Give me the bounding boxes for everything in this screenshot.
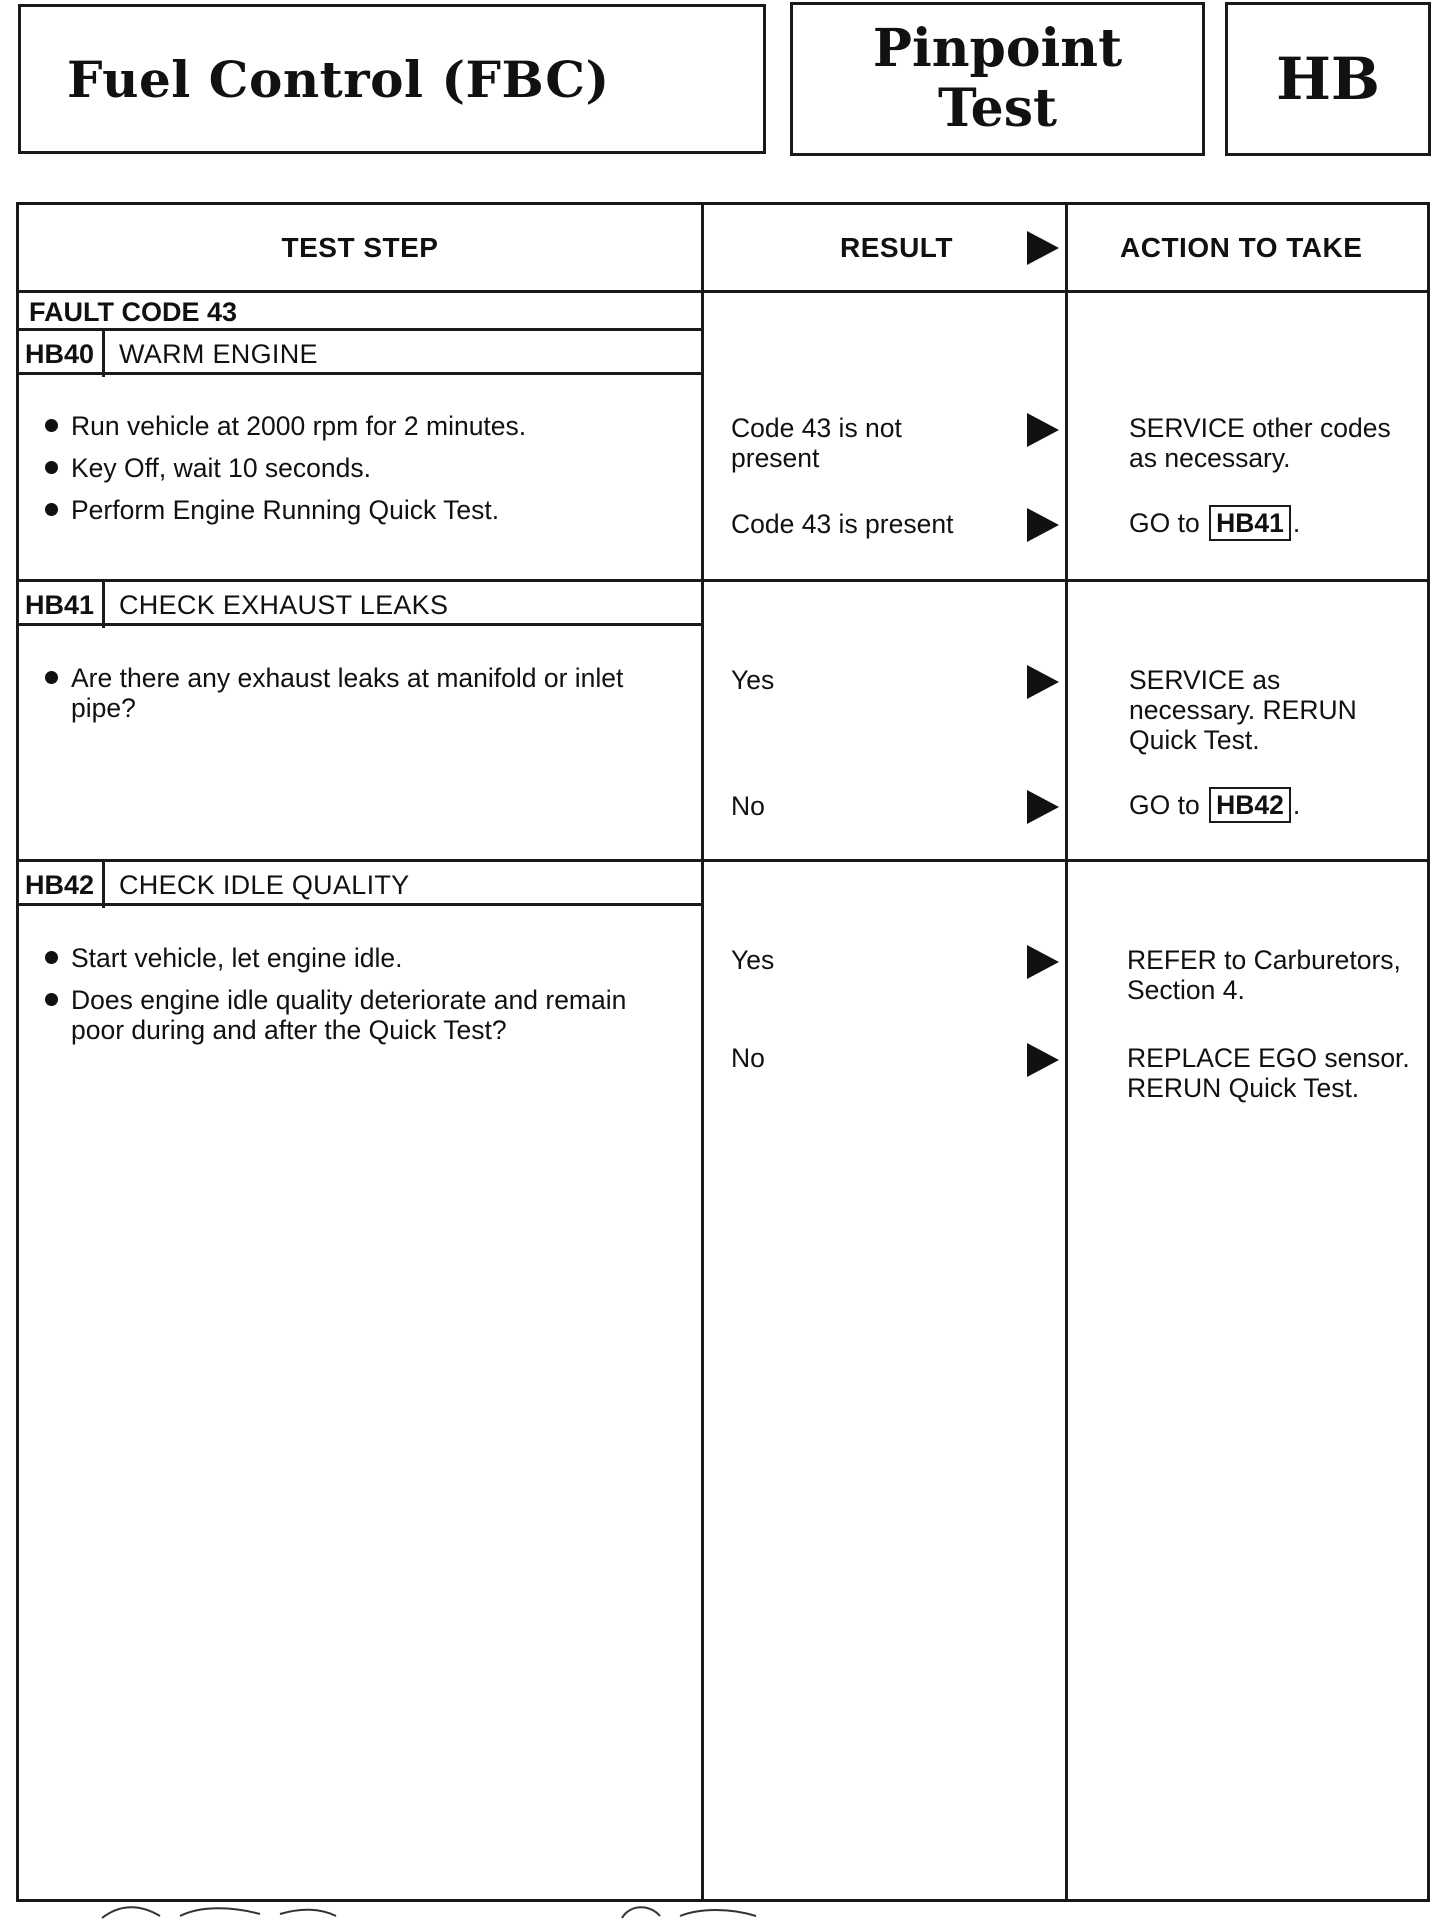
header-result: RESULT [840,231,953,263]
step-instructions-hb41 [41,663,681,735]
list-item: Key Off, wait 10 seconds. [41,453,681,483]
result-text: Yes [731,945,775,975]
action-text: REFER to Carburetors, Section 4. [1127,945,1401,1005]
header-divider [19,290,1427,293]
action-text: REPLACE EGO sensor. RERUN Quick Test. [1127,1043,1410,1103]
test-type-line2: Test [937,78,1058,139]
bullet-icon [45,419,58,432]
bullet-icon [45,993,58,1006]
result-arrow-icon [1027,508,1059,542]
list-item: Perform Engine Running Quick Test. [41,495,681,525]
fault-code-label: FAULT CODE 43 [29,297,238,327]
column-divider [1065,205,1068,1899]
result-arrow-icon [1027,790,1059,824]
action-text: GO to HB41 . [1129,505,1419,541]
result-text: Code 43 is not present [731,413,902,473]
test-type-line1: Pinpoint [872,18,1123,79]
document-title-box [18,4,766,154]
step-reference: HB41 [1209,505,1291,541]
step-instructions-hb40 [41,411,681,537]
step-header-hb42 [19,862,701,908]
row-divider [19,372,701,375]
bullet-icon [45,461,58,474]
list-item: Start vehicle, let engine idle. [41,943,681,973]
bullet-icon [45,671,58,684]
result-arrow-icon [1027,945,1059,979]
header-action: ACTION TO TAKE [1120,231,1363,263]
test-type-box [790,2,1205,156]
column-divider [701,205,704,1899]
action-text: SERVICE other codes as necessary. [1129,413,1391,473]
bullet-icon [45,503,58,516]
row-divider [19,903,701,906]
section-code-box [1225,2,1431,156]
step-name: CHECK IDLE QUALITY [119,869,410,900]
step-id: HB42 [19,862,105,908]
result-arrow-icon [1027,1043,1059,1077]
step-reference: HB42 [1209,787,1291,823]
test-type-label [873,19,1122,139]
step-id: HB40 [19,331,105,377]
list-item: Run vehicle at 2000 rpm for 2 minutes. [41,411,681,441]
handwriting-mark [620,1902,760,1920]
list-item: Are there any exhaust leaks at manifold or inlet pipe? [41,663,681,723]
row-divider [19,623,701,626]
list-item: Does engine idle quality deteriorate and remain poor during and after the Quick Test? [41,985,681,1045]
result-text: No [731,791,765,821]
step-header-hb41 [19,582,701,628]
result-arrow-icon [1027,231,1059,265]
bullet-icon [45,951,58,964]
action-text: GO to HB42 . [1129,787,1419,823]
action-text: SERVICE as necessary. RERUN Quick Test. [1129,665,1357,755]
document-title: Fuel Control (FBC) [67,49,610,109]
step-header-hb40 [19,331,701,377]
header-test-step: TEST STEP [281,231,439,263]
result-arrow-icon [1027,413,1059,447]
step-id: HB41 [19,582,105,628]
result-text: Code 43 is present [731,509,954,539]
step-name: CHECK EXHAUST LEAKS [119,589,449,620]
section-code: HB [1276,45,1380,113]
step-name: WARM ENGINE [119,338,318,369]
step-instructions-hb42 [41,943,681,1057]
result-arrow-icon [1027,665,1059,699]
result-text: No [731,1043,765,1073]
handwriting-mark [100,1900,340,1920]
pinpoint-test-table [16,202,1430,1902]
result-text: Yes [731,665,775,695]
